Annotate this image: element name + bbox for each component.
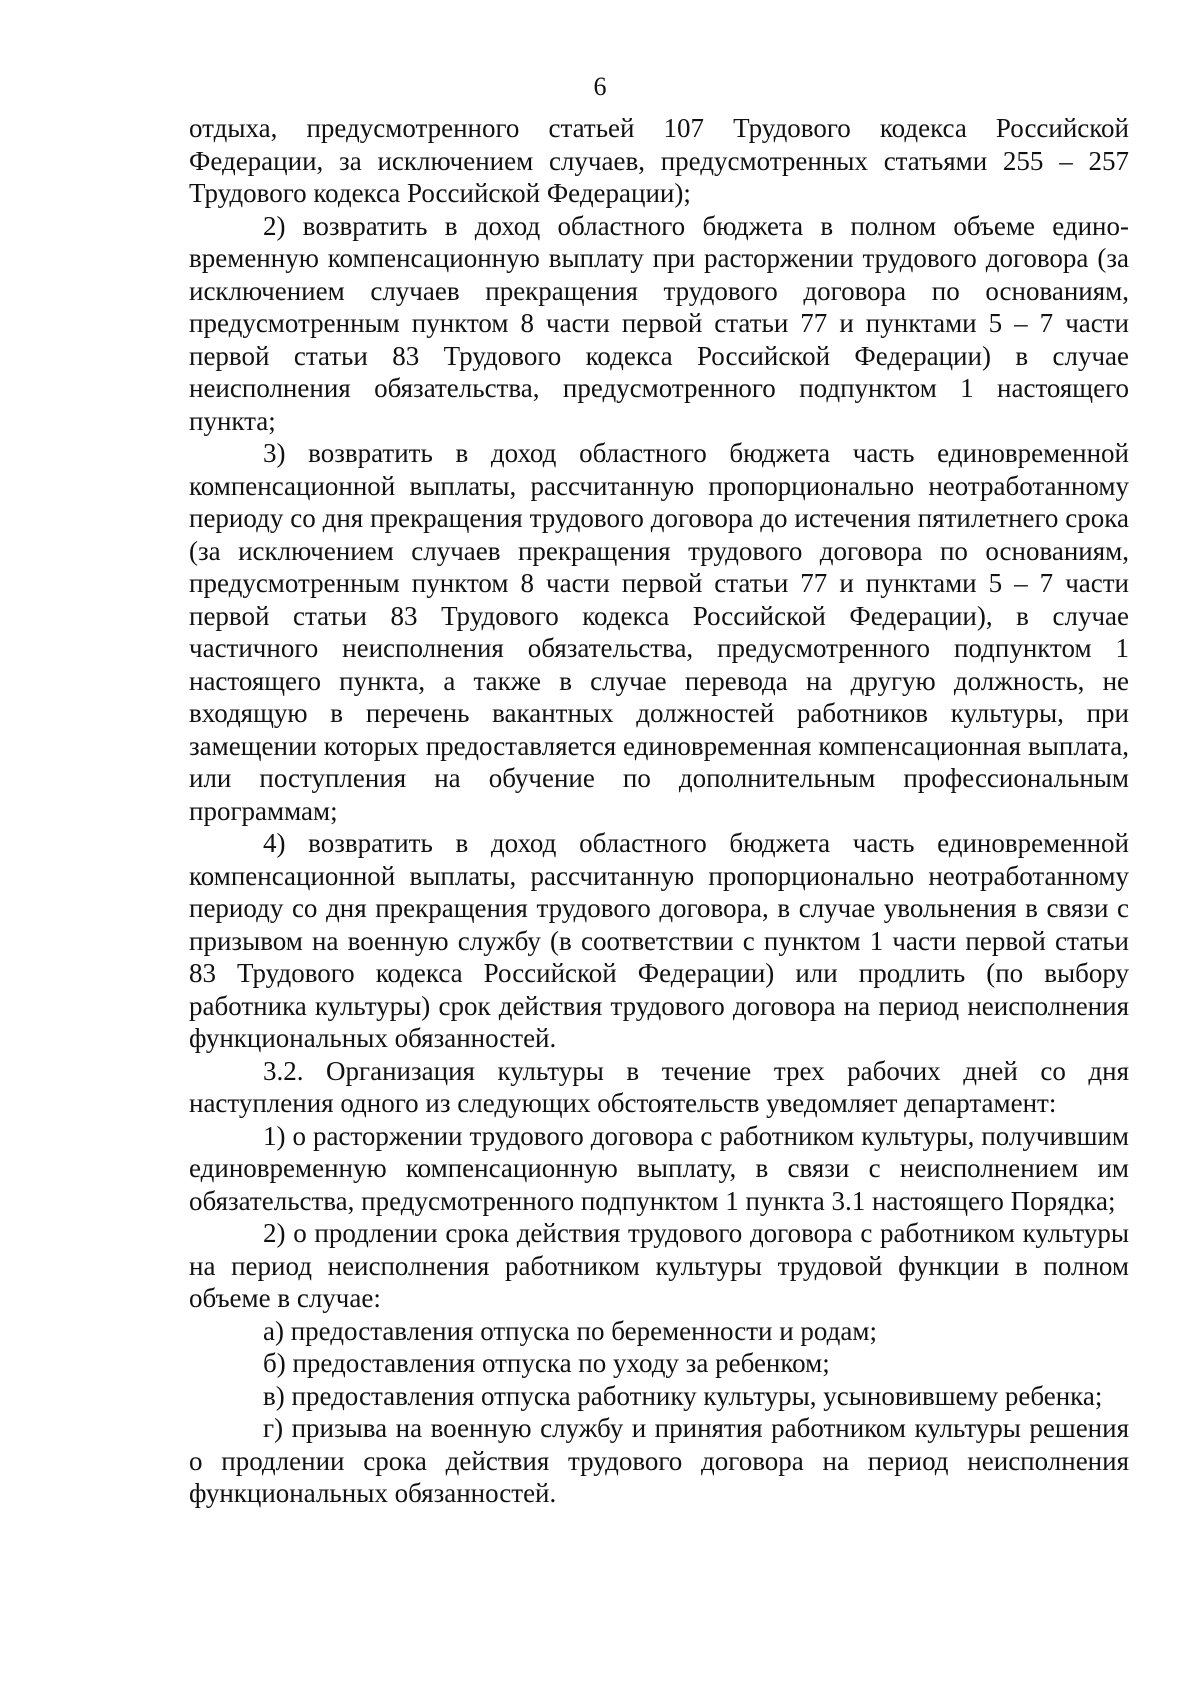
paragraph-subitem-v: в) предоставления отпуска работнику культуры, усыновившему ребенка; [263,1380,1103,1411]
paragraph-section-3-2: 3.2. Организация культуры в течение трех рабочих дней со дня наступления одного из следующих обстоятельств уведомляет департамент: [189,1055,1129,1118]
paragraph-subitem-g: г) призыва на военную службу и принятия работником культуры решения о продлении срока действия трудового договора на период неисполнения функциональных обязанностей. [189,1413,1129,1508]
paragraph-subitem-2: 2) о продлении срока действия трудового договора с работником культуры на период неисполнения работником культуры трудовой функции в полном объеме в случае: [189,1218,1129,1313]
paragraph-item-4: 4) возвратить в доход областного бюджета часть единовременной компенсационной выплаты, рассчитанную пропорционально неотработанному периоду со дня прекращения трудового договора, в случае увольнения в связи с призывом на военную службу (в соответствии с пунктом 1 части первой статьи 83 Трудового кодекса Российской Федерации) или продлить (по выбору работника культуры) срок действия трудового договора на период неисполнения функциональных обязанностей. [189,828,1129,1053]
page-number: 6 [593,72,607,101]
paragraph-subitem-a: а) предоставления отпуска по беременности и родам; [263,1315,877,1346]
paragraph-item-2: 2) возвратить в доход областного бюджета в полном объеме единовременную компенсационную выплату при расторжении трудового договора (за исключением случаев прекращения трудового договора по основаниям, предусмотренным пунктом 8 части первой статьи 77 и пунктами 5 – 7 части первой статьи 83 Трудового кодекса Российской Федерации) в случае неисполнения обязательства, предусмотренного подпунктом 1 настоящего пункта; [189,210,1129,436]
paragraph-subitem-b: б) предоставления отпуска по уходу за ребенком; [263,1348,830,1378]
paragraph-continuation: отдыха, предусмотренного статьей 107 Трудового кодекса Российской Федерации, за исключением случаев, предусмотренных статьями 255 – 257 Трудового кодекса Российской Федерации); [189,113,1129,208]
paragraph-subitem-1: 1) о расторжении трудового договора с работником культуры, получившим единовременную компенсационную выплату, в связи с неисполнением им обязательства, предусмотренного подпунктом 1 пункта 3.1 настоящего Порядка; [189,1120,1129,1216]
paragraph-item-3: 3) возвратить в доход областного бюджета часть единовременной компенсационной выплаты, рассчитанную пропорционально неотработанному периоду со дня прекращения трудового договора до истечения пятилетнего срока (за исключением случаев прекращения трудового договора по основаниям, предусмотренным пунктом 8 части первой статьи 77 и пунктами 5 – 7 части первой статьи 83 Трудового кодекса Российской Федерации), в случае частичного неисполнения обязательства, предусмотренного подпунктом 1 настоящего пункта, а также в случае перевода на другую должность, не входящую в перечень вакантных должностей работников культуры, при замещении которых предоставляется единовременная компенсационная выплата, или поступления на обучение по дополнительным профессиональным программам; [189,438,1129,826]
document-body [189,112,1129,1510]
